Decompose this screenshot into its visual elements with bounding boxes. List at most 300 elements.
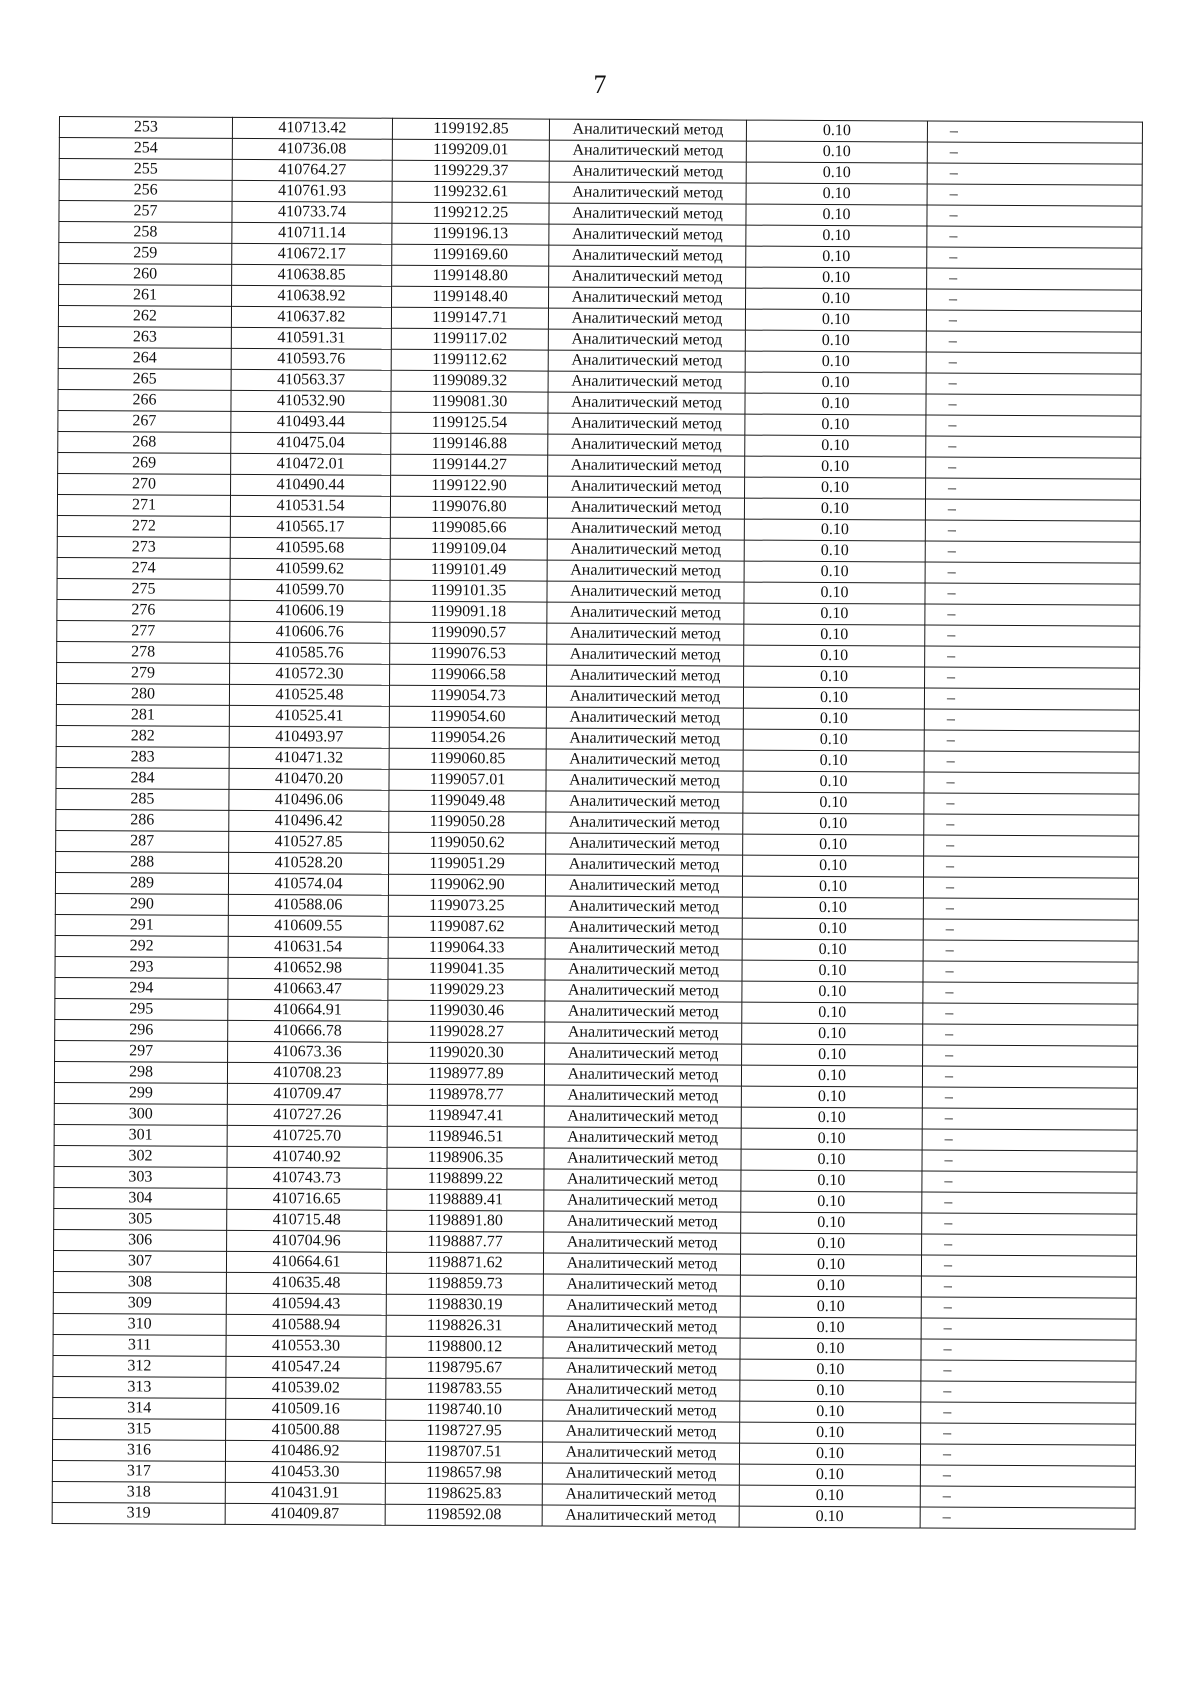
y-coordinate-cell: 1199054.73	[389, 685, 546, 707]
y-coordinate-cell: 1199050.62	[389, 832, 546, 854]
y-coordinate-cell: 1199146.88	[391, 433, 548, 455]
accuracy-cell: 0.10	[745, 372, 926, 394]
y-coordinate-cell: 1199148.80	[392, 265, 549, 287]
y-coordinate-cell: 1198830.19	[386, 1294, 543, 1316]
y-coordinate-cell: 1199060.85	[389, 748, 546, 770]
method-cell: Аналитический метод	[549, 140, 746, 162]
y-coordinate-cell: 1198657.98	[385, 1462, 542, 1484]
x-coordinate-cell: 410736.08	[232, 138, 392, 160]
accuracy-cell: 0.10	[743, 708, 924, 730]
method-cell: Аналитический метод	[542, 1505, 739, 1527]
note-cell: –	[927, 184, 1142, 206]
accuracy-cell: 0.10	[743, 813, 924, 835]
accuracy-cell: 0.10	[739, 1443, 920, 1465]
note-cell: –	[920, 1486, 1135, 1508]
note-cell: –	[921, 1360, 1136, 1382]
point-number-cell: 318	[52, 1481, 225, 1503]
note-cell: –	[921, 1339, 1136, 1361]
y-coordinate-cell: 1198800.12	[386, 1336, 543, 1358]
method-cell: Аналитический метод	[547, 665, 744, 687]
accuracy-cell: 0.10	[742, 939, 923, 961]
accuracy-cell: 0.10	[740, 1422, 921, 1444]
method-cell: Аналитический метод	[545, 875, 742, 897]
x-coordinate-cell: 410672.17	[232, 243, 392, 265]
y-coordinate-cell: 1199109.04	[390, 538, 547, 560]
point-number-cell: 279	[57, 662, 230, 684]
method-cell: Аналитический метод	[544, 1169, 741, 1191]
note-cell: –	[926, 352, 1141, 374]
x-coordinate-cell: 410635.48	[226, 1272, 386, 1294]
x-coordinate-cell: 410531.54	[230, 495, 390, 517]
y-coordinate-cell: 1198727.95	[386, 1420, 543, 1442]
note-cell: –	[922, 1129, 1137, 1151]
x-coordinate-cell: 410673.36	[228, 1041, 388, 1063]
method-cell: Аналитический метод	[544, 1190, 741, 1212]
note-cell: –	[927, 247, 1142, 269]
method-cell: Аналитический метод	[549, 287, 746, 309]
x-coordinate-cell: 410527.85	[229, 831, 389, 853]
accuracy-cell: 0.10	[745, 288, 926, 310]
note-cell: –	[922, 1192, 1137, 1214]
point-number-cell: 268	[58, 431, 231, 453]
point-number-cell: 302	[54, 1145, 227, 1167]
point-number-cell: 284	[56, 767, 229, 789]
note-cell: –	[926, 310, 1141, 332]
y-coordinate-cell: 1198946.51	[387, 1126, 544, 1148]
x-coordinate-cell: 410711.14	[232, 222, 392, 244]
note-cell: –	[925, 499, 1140, 521]
point-number-cell: 287	[56, 830, 229, 852]
y-coordinate-cell: 1199229.37	[392, 160, 549, 182]
method-cell: Аналитический метод	[546, 686, 743, 708]
method-cell: Аналитический метод	[545, 1022, 742, 1044]
x-coordinate-cell: 410666.78	[228, 1020, 388, 1042]
point-number-cell: 311	[53, 1334, 226, 1356]
method-cell: Аналитический метод	[547, 518, 744, 540]
x-coordinate-cell: 410496.06	[229, 789, 389, 811]
point-number-cell: 303	[54, 1166, 227, 1188]
point-number-cell: 294	[55, 977, 228, 999]
accuracy-cell: 0.10	[744, 603, 925, 625]
y-coordinate-cell: 1198783.55	[386, 1378, 543, 1400]
accuracy-cell: 0.10	[742, 897, 923, 919]
accuracy-cell: 0.10	[739, 1464, 920, 1486]
note-cell: –	[924, 793, 1139, 815]
accuracy-cell: 0.10	[746, 246, 927, 268]
note-cell: –	[922, 1108, 1137, 1130]
accuracy-cell: 0.10	[746, 267, 927, 289]
accuracy-cell: 0.10	[741, 1065, 922, 1087]
point-number-cell: 280	[56, 683, 229, 705]
x-coordinate-cell: 410715.48	[227, 1209, 387, 1231]
note-cell: –	[923, 940, 1138, 962]
accuracy-cell: 0.10	[745, 309, 926, 331]
accuracy-cell: 0.10	[745, 435, 926, 457]
point-number-cell: 308	[53, 1271, 226, 1293]
note-cell: –	[923, 877, 1138, 899]
method-cell: Аналитический метод	[546, 707, 743, 729]
method-cell: Аналитический метод	[547, 602, 744, 624]
point-number-cell: 282	[56, 725, 229, 747]
y-coordinate-cell: 1199029.23	[388, 979, 545, 1001]
point-number-cell: 260	[59, 264, 232, 286]
x-coordinate-cell: 410431.91	[225, 1482, 385, 1504]
y-coordinate-cell: 1199212.25	[392, 202, 549, 224]
accuracy-cell: 0.10	[743, 729, 924, 751]
x-coordinate-cell: 410563.37	[231, 369, 391, 391]
note-cell: –	[921, 1276, 1136, 1298]
x-coordinate-cell: 410509.16	[226, 1398, 386, 1420]
method-cell: Аналитический метод	[543, 1421, 740, 1443]
y-coordinate-cell: 1198859.73	[386, 1273, 543, 1295]
x-coordinate-cell: 410553.30	[226, 1335, 386, 1357]
x-coordinate-cell: 410638.92	[232, 285, 392, 307]
y-coordinate-cell: 1199148.40	[392, 286, 549, 308]
x-coordinate-cell: 410716.65	[227, 1188, 387, 1210]
x-coordinate-cell: 410532.90	[231, 390, 391, 412]
point-number-cell: 262	[58, 306, 231, 328]
y-coordinate-cell: 1198978.77	[387, 1084, 544, 1106]
x-coordinate-cell: 410486.92	[225, 1440, 385, 1462]
point-number-cell: 304	[54, 1187, 227, 1209]
method-cell: Аналитический метод	[546, 749, 743, 771]
y-coordinate-cell: 1199050.28	[389, 811, 546, 833]
x-coordinate-cell: 410500.88	[226, 1419, 386, 1441]
accuracy-cell: 0.10	[744, 519, 925, 541]
point-number-cell: 319	[52, 1502, 225, 1524]
x-coordinate-cell: 410525.41	[229, 705, 389, 727]
x-coordinate-cell: 410490.44	[231, 474, 391, 496]
x-coordinate-cell: 410588.94	[226, 1314, 386, 1336]
accuracy-cell: 0.10	[745, 393, 926, 415]
accuracy-cell: 0.10	[745, 456, 926, 478]
point-number-cell: 297	[55, 1040, 228, 1062]
point-number-cell: 271	[57, 494, 230, 516]
y-coordinate-cell: 1199144.27	[391, 454, 548, 476]
note-cell: –	[921, 1423, 1136, 1445]
x-coordinate-cell: 410585.76	[230, 642, 390, 664]
point-number-cell: 267	[58, 410, 231, 432]
accuracy-cell: 0.10	[744, 582, 925, 604]
point-number-cell: 272	[57, 515, 230, 537]
y-coordinate-cell: 1199147.71	[391, 307, 548, 329]
note-cell: –	[921, 1402, 1136, 1424]
accuracy-cell: 0.10	[743, 855, 924, 877]
x-coordinate-cell: 410638.85	[232, 264, 392, 286]
x-coordinate-cell: 410664.91	[228, 999, 388, 1021]
x-coordinate-cell: 410663.47	[228, 978, 388, 1000]
method-cell: Аналитический метод	[549, 119, 746, 141]
method-cell: Аналитический метод	[546, 728, 743, 750]
note-cell: –	[923, 919, 1138, 941]
method-cell: Аналитический метод	[547, 539, 744, 561]
method-cell: Аналитический метод	[543, 1400, 740, 1422]
note-cell: –	[924, 709, 1139, 731]
y-coordinate-cell: 1199066.58	[390, 664, 547, 686]
x-coordinate-cell: 410599.70	[230, 579, 390, 601]
accuracy-cell: 0.10	[743, 750, 924, 772]
accuracy-cell: 0.10	[746, 225, 927, 247]
point-number-cell: 298	[54, 1061, 227, 1083]
point-number-cell: 306	[54, 1229, 227, 1251]
accuracy-cell: 0.10	[741, 1170, 922, 1192]
x-coordinate-cell: 410599.62	[230, 558, 390, 580]
note-cell: –	[922, 1150, 1137, 1172]
accuracy-cell: 0.10	[745, 414, 926, 436]
note-cell: –	[926, 373, 1141, 395]
point-number-cell: 300	[54, 1103, 227, 1125]
method-cell: Аналитический метод	[545, 959, 742, 981]
x-coordinate-cell: 410727.26	[227, 1104, 387, 1126]
point-number-cell: 316	[52, 1439, 225, 1461]
note-cell: –	[926, 289, 1141, 311]
y-coordinate-cell: 1199122.90	[391, 475, 548, 497]
note-cell: –	[925, 541, 1140, 563]
y-coordinate-cell: 1198871.62	[386, 1252, 543, 1274]
y-coordinate-cell: 1199028.27	[388, 1021, 545, 1043]
y-coordinate-cell: 1198906.35	[387, 1147, 544, 1169]
point-number-cell: 257	[59, 201, 232, 223]
method-cell: Аналитический метод	[549, 161, 746, 183]
note-cell: –	[926, 394, 1141, 416]
note-cell: –	[924, 730, 1139, 752]
note-cell: –	[925, 604, 1140, 626]
x-coordinate-cell: 410471.32	[229, 747, 389, 769]
x-coordinate-cell: 410572.30	[230, 663, 390, 685]
accuracy-cell: 0.10	[742, 1044, 923, 1066]
y-coordinate-cell: 1199089.32	[391, 370, 548, 392]
method-cell: Аналитический метод	[548, 329, 745, 351]
method-cell: Аналитический метод	[548, 455, 745, 477]
x-coordinate-cell: 410493.97	[229, 726, 389, 748]
x-coordinate-cell: 410764.27	[232, 159, 392, 181]
point-number-cell: 307	[53, 1250, 226, 1272]
point-number-cell: 274	[57, 557, 230, 579]
method-cell: Аналитический метод	[547, 623, 744, 645]
point-number-cell: 296	[55, 1019, 228, 1041]
note-cell: –	[925, 646, 1140, 668]
note-cell: –	[925, 667, 1140, 689]
point-number-cell: 299	[54, 1082, 227, 1104]
point-number-cell: 285	[56, 788, 229, 810]
accuracy-cell: 0.10	[743, 687, 924, 709]
note-cell: –	[925, 625, 1140, 647]
point-number-cell: 289	[55, 872, 228, 894]
note-cell: –	[927, 268, 1142, 290]
point-number-cell: 288	[56, 851, 229, 873]
note-cell: –	[926, 415, 1141, 437]
method-cell: Аналитический метод	[549, 245, 746, 267]
y-coordinate-cell: 1199087.62	[388, 916, 545, 938]
note-cell: –	[927, 226, 1142, 248]
note-cell: –	[924, 688, 1139, 710]
note-cell: –	[923, 982, 1138, 1004]
accuracy-cell: 0.10	[740, 1317, 921, 1339]
y-coordinate-cell: 1198899.22	[387, 1168, 544, 1190]
y-coordinate-cell: 1199101.49	[390, 559, 547, 581]
y-coordinate-cell: 1198795.67	[386, 1357, 543, 1379]
x-coordinate-cell: 410609.55	[228, 915, 388, 937]
accuracy-cell: 0.10	[741, 1128, 922, 1150]
note-cell: –	[925, 562, 1140, 584]
point-number-cell: 310	[53, 1313, 226, 1335]
accuracy-cell: 0.10	[740, 1296, 921, 1318]
accuracy-cell: 0.10	[746, 204, 927, 226]
method-cell: Аналитический метод	[545, 896, 742, 918]
accuracy-cell: 0.10	[740, 1254, 921, 1276]
x-coordinate-cell: 410591.31	[231, 327, 391, 349]
note-cell: –	[921, 1381, 1136, 1403]
y-coordinate-cell: 1199062.90	[388, 874, 545, 896]
x-coordinate-cell: 410637.82	[231, 306, 391, 328]
y-coordinate-cell: 1199209.01	[392, 139, 549, 161]
note-cell: –	[925, 583, 1140, 605]
x-coordinate-cell: 410733.74	[232, 201, 392, 223]
x-coordinate-cell: 410593.76	[231, 348, 391, 370]
y-coordinate-cell: 1199076.80	[390, 496, 547, 518]
point-number-cell: 261	[59, 285, 232, 307]
method-cell: Аналитический метод	[546, 833, 743, 855]
accuracy-cell: 0.10	[741, 1212, 922, 1234]
method-cell: Аналитический метод	[543, 1379, 740, 1401]
point-number-cell: 313	[53, 1376, 226, 1398]
accuracy-cell: 0.10	[741, 1191, 922, 1213]
point-number-cell: 293	[55, 956, 228, 978]
method-cell: Аналитический метод	[548, 308, 745, 330]
x-coordinate-cell: 410713.42	[232, 117, 392, 139]
x-coordinate-cell: 410525.48	[229, 684, 389, 706]
point-number-cell: 263	[58, 326, 231, 348]
note-cell: –	[921, 1255, 1136, 1277]
accuracy-cell: 0.10	[745, 351, 926, 373]
y-coordinate-cell: 1198625.83	[385, 1483, 542, 1505]
accuracy-cell: 0.10	[741, 1149, 922, 1171]
point-number-cell: 259	[59, 243, 232, 265]
note-cell: –	[923, 961, 1138, 983]
point-number-cell: 264	[58, 347, 231, 369]
y-coordinate-cell: 1198707.51	[385, 1441, 542, 1463]
point-number-cell: 292	[55, 935, 228, 957]
method-cell: Аналитический метод	[549, 266, 746, 288]
accuracy-cell: 0.10	[741, 1107, 922, 1129]
note-cell: –	[923, 1024, 1138, 1046]
x-coordinate-cell: 410595.68	[230, 537, 390, 559]
accuracy-cell: 0.10	[744, 666, 925, 688]
y-coordinate-cell: 1199057.01	[389, 769, 546, 791]
y-coordinate-cell: 1198826.31	[386, 1315, 543, 1337]
y-coordinate-cell: 1199030.46	[388, 1000, 545, 1022]
point-number-cell: 256	[59, 180, 232, 202]
note-cell: –	[925, 520, 1140, 542]
point-number-cell: 265	[58, 368, 231, 390]
note-cell: –	[926, 436, 1141, 458]
point-number-cell: 270	[58, 473, 231, 495]
y-coordinate-cell: 1199112.62	[391, 349, 548, 371]
method-cell: Аналитический метод	[547, 497, 744, 519]
accuracy-cell: 0.10	[743, 834, 924, 856]
x-coordinate-cell: 410547.24	[226, 1356, 386, 1378]
method-cell: Аналитический метод	[544, 1211, 741, 1233]
note-cell: –	[922, 1087, 1137, 1109]
x-coordinate-cell: 410565.17	[230, 516, 390, 538]
y-coordinate-cell: 1199196.13	[392, 223, 549, 245]
y-coordinate-cell: 1198740.10	[386, 1399, 543, 1421]
method-cell: Аналитический метод	[548, 350, 745, 372]
accuracy-cell: 0.10	[744, 645, 925, 667]
method-cell: Аналитический метод	[548, 434, 745, 456]
y-coordinate-cell: 1199051.29	[389, 853, 546, 875]
y-coordinate-cell: 1199049.48	[389, 790, 546, 812]
x-coordinate-cell: 410606.76	[230, 621, 390, 643]
point-number-cell: 254	[59, 138, 232, 160]
point-number-cell: 291	[55, 914, 228, 936]
point-number-cell: 317	[52, 1460, 225, 1482]
x-coordinate-cell: 410761.93	[232, 180, 392, 202]
method-cell: Аналитический метод	[542, 1463, 739, 1485]
note-cell: –	[927, 163, 1142, 185]
accuracy-cell: 0.10	[742, 960, 923, 982]
x-coordinate-cell: 410740.92	[227, 1146, 387, 1168]
accuracy-cell: 0.10	[740, 1338, 921, 1360]
point-number-cell: 258	[59, 222, 232, 244]
note-cell: –	[927, 205, 1142, 227]
method-cell: Аналитический метод	[546, 812, 743, 834]
y-coordinate-cell: 1198889.41	[387, 1189, 544, 1211]
point-number-cell: 301	[54, 1124, 227, 1146]
method-cell: Аналитический метод	[547, 560, 744, 582]
method-cell: Аналитический метод	[544, 1232, 741, 1254]
x-coordinate-cell: 410528.20	[229, 852, 389, 874]
x-coordinate-cell: 410631.54	[228, 936, 388, 958]
y-coordinate-cell: 1199169.60	[392, 244, 549, 266]
note-cell: –	[926, 331, 1141, 353]
method-cell: Аналитический метод	[546, 770, 743, 792]
note-cell: –	[921, 1318, 1136, 1340]
note-cell: –	[922, 1213, 1137, 1235]
accuracy-cell: 0.10	[744, 561, 925, 583]
note-cell: –	[924, 814, 1139, 836]
y-coordinate-cell: 1199041.35	[388, 958, 545, 980]
accuracy-cell: 0.10	[742, 876, 923, 898]
method-cell: Аналитический метод	[545, 1001, 742, 1023]
y-coordinate-cell: 1198977.89	[387, 1063, 544, 1085]
method-cell: Аналитический метод	[543, 1274, 740, 1296]
y-coordinate-cell: 1199091.18	[390, 601, 547, 623]
y-coordinate-cell: 1198891.80	[387, 1210, 544, 1232]
point-number-cell: 273	[57, 536, 230, 558]
method-cell: Аналитический метод	[545, 980, 742, 1002]
accuracy-cell: 0.10	[745, 477, 926, 499]
x-coordinate-cell: 410725.70	[227, 1125, 387, 1147]
accuracy-cell: 0.10	[743, 792, 924, 814]
note-cell: –	[922, 1066, 1137, 1088]
note-cell: –	[924, 772, 1139, 794]
accuracy-cell: 0.10	[740, 1401, 921, 1423]
method-cell: Аналитический метод	[544, 1085, 741, 1107]
point-number-cell: 286	[56, 809, 229, 831]
method-cell: Аналитический метод	[543, 1295, 740, 1317]
method-cell: Аналитический метод	[543, 1253, 740, 1275]
note-cell: –	[924, 835, 1139, 857]
y-coordinate-cell: 1199090.57	[390, 622, 547, 644]
note-cell: –	[920, 1507, 1135, 1529]
method-cell: Аналитический метод	[542, 1484, 739, 1506]
point-number-cell: 276	[57, 599, 230, 621]
y-coordinate-cell: 1199117.02	[391, 328, 548, 350]
point-number-cell: 277	[57, 620, 230, 642]
accuracy-cell: 0.10	[742, 981, 923, 1003]
y-coordinate-cell: 1199054.26	[389, 727, 546, 749]
